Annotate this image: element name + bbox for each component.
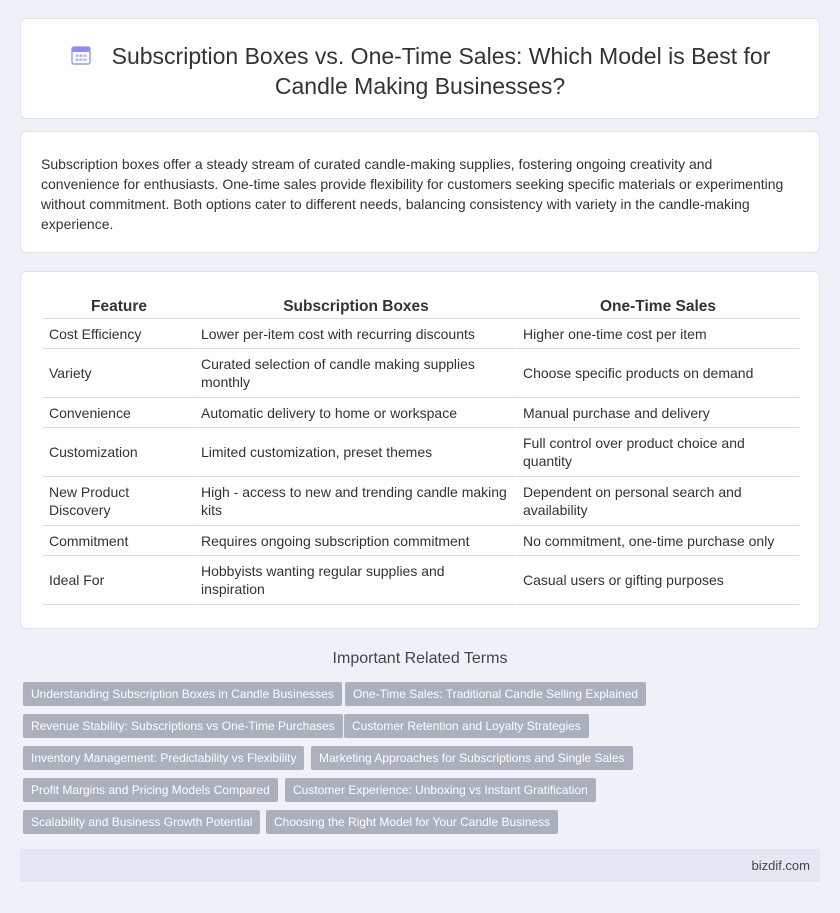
related-term-tag[interactable]: Revenue Stability: Subscriptions vs One-Time Purchases xyxy=(23,714,343,738)
subscription-cell: Hobbyists wanting regular supplies and inspiration xyxy=(195,556,517,605)
feature-cell: Commitment xyxy=(43,526,195,556)
one-time-cell: Casual users or gifting purposes xyxy=(517,556,799,605)
related-term-tag[interactable]: Customer Retention and Loyalty Strategies xyxy=(344,714,589,738)
subscription-cell: Curated selection of candle making supplies monthly xyxy=(195,349,517,398)
one-time-cell: No commitment, one-time purchase only xyxy=(517,526,799,556)
footer-site-name[interactable]: bizdif.com xyxy=(751,858,810,873)
related-term-tag[interactable]: Inventory Management: Predictability vs Flexibility xyxy=(23,746,304,770)
feature-cell: New Product Discovery xyxy=(43,477,195,526)
intro-card xyxy=(20,131,820,253)
related-term-tag[interactable]: Scalability and Business Growth Potential xyxy=(23,810,260,834)
header-subscription-boxes: Subscription Boxes xyxy=(195,295,517,319)
related-term-tag[interactable]: Choosing the Right Model for Your Candle Business xyxy=(266,810,558,834)
one-time-cell: Full control over product choice and quantity xyxy=(517,428,799,477)
comparison-card xyxy=(20,271,820,629)
table-row xyxy=(43,428,799,477)
subscription-cell: Lower per-item cost with recurring discounts xyxy=(195,319,517,349)
page-title-line2: Candle Making Businesses? xyxy=(274,73,566,99)
related-terms-title: Important Related Terms xyxy=(332,650,508,667)
related-term-tag[interactable]: Profit Margins and Pricing Models Compared xyxy=(23,778,278,802)
subscription-cell: Requires ongoing subscription commitment xyxy=(195,526,517,556)
related-term-tag[interactable]: Marketing Approaches for Subscriptions and Single Sales xyxy=(311,746,633,770)
comparison-table xyxy=(43,295,799,605)
feature-cell: Convenience xyxy=(43,398,195,428)
feature-cell: Cost Efficiency xyxy=(43,319,195,349)
related-term-tag[interactable]: Understanding Subscription Boxes in Candle Businesses xyxy=(23,682,342,706)
table-row xyxy=(43,477,799,526)
related-term-tag[interactable]: Customer Experience: Unboxing vs Instant Gratification xyxy=(285,778,596,802)
feature-cell: Variety xyxy=(43,349,195,398)
one-time-cell: Choose specific products on demand xyxy=(517,349,799,398)
table-row xyxy=(43,319,799,349)
one-time-cell: Manual purchase and delivery xyxy=(517,398,799,428)
title-card xyxy=(20,18,820,119)
footer xyxy=(20,849,820,882)
page-title-line1: Subscription Boxes vs. One-Time Sales: Which Model is Best for xyxy=(111,43,771,69)
table-row xyxy=(43,556,799,605)
header-one-time-sales: One-Time Sales xyxy=(517,295,799,319)
intro-paragraph: Subscription boxes offer a steady stream of curated candle-making supplies, fostering ongoing creativity and convenience for enthusiasts. One-time sales provide flexibility for customers seeking specific materials or experimenting without commitment. Both options cater to different needs, balancing consistency with variety in the candle-making experience. xyxy=(41,156,784,232)
table-header-row xyxy=(43,295,799,319)
page-title xyxy=(21,41,819,101)
related-term-tag[interactable]: One-Time Sales: Traditional Candle Selling Explained xyxy=(345,682,646,706)
one-time-cell: Dependent on personal search and availability xyxy=(517,477,799,526)
table-row xyxy=(43,349,799,398)
calendar-icon xyxy=(70,44,92,66)
table-row xyxy=(43,398,799,428)
subscription-cell: Limited customization, preset themes xyxy=(195,428,517,477)
feature-cell: Ideal For xyxy=(43,556,195,605)
subscription-cell: Automatic delivery to home or workspace xyxy=(195,398,517,428)
feature-cell: Customization xyxy=(43,428,195,477)
table-row xyxy=(43,526,799,556)
one-time-cell: Higher one-time cost per item xyxy=(517,319,799,349)
header-feature: Feature xyxy=(43,295,195,319)
subscription-cell: High - access to new and trending candle making kits xyxy=(195,477,517,526)
